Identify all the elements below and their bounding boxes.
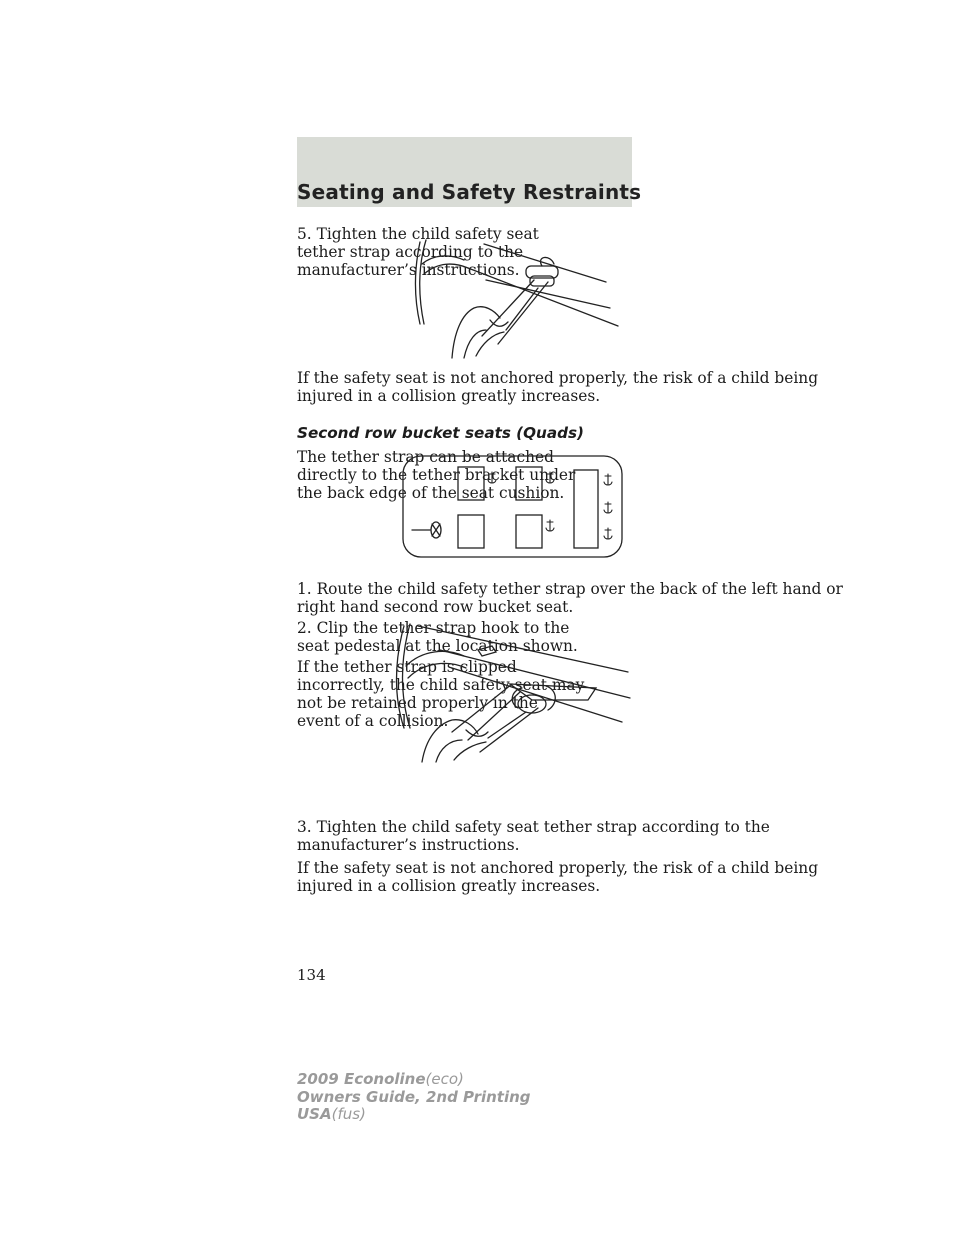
section-title: Seating and Safety Restraints	[297, 180, 642, 204]
step-2-text: 2. Clip the tether strap hook to the seat pedestal at the location shown.	[297, 619, 578, 655]
step-3-text: 3. Tighten the child safety seat tether strap according to the manufacturer’s instructions.	[297, 818, 770, 854]
footer-line-2: Owners Guide, 2nd Printing	[297, 1087, 531, 1106]
anchor-icon	[604, 502, 612, 513]
anchor-icon	[488, 472, 496, 483]
seat-front-left	[458, 467, 484, 500]
seat-layout-diagram	[402, 455, 624, 559]
page-number: 134	[297, 966, 326, 984]
print-footer	[297, 1071, 531, 1124]
subsection-heading: Second row bucket seats (Quads)	[297, 424, 584, 442]
vehicle-floor-outline	[403, 456, 622, 557]
clip-warning-text: If the tether strap is clipped incorrectly, the child safety seat may not be retained properly in the event of a collision.	[297, 658, 585, 730]
anchor-icon	[546, 520, 554, 531]
anchor-warning-2: If the safety seat is not anchored properly, the risk of a child being injured in a collision greatly increases.	[297, 859, 819, 895]
step-1-text: 1. Route the child safety tether strap over the back of the left hand or right hand second row bucket seat.	[297, 580, 843, 616]
rear-bench	[574, 470, 598, 548]
anchor-warning-1: If the safety seat is not anchored properly, the risk of a child being injured in a collision greatly increases.	[297, 369, 819, 405]
seat-marker-icon	[412, 522, 441, 538]
tighten-strap-illustration	[412, 236, 628, 360]
anchor-icon	[604, 474, 612, 485]
clip-hook-illustration	[382, 620, 634, 764]
tether-intro-text: The tether strap can be attached directly to the tether bracket under the back edge of the seat cushion.	[297, 448, 576, 502]
step-5-text: 5. Tighten the child safety seat tether strap according to the manufacturer’s instructions.	[297, 225, 539, 279]
seat-second-left	[458, 515, 484, 548]
seat-front-right	[516, 467, 542, 500]
seat-second-right	[516, 515, 542, 548]
anchor-icon	[546, 472, 554, 483]
anchor-icon	[604, 528, 612, 539]
footer-line-1: 2009 Econoline(eco)	[297, 1070, 464, 1088]
footer-line-3: USA(fus)	[297, 1105, 366, 1123]
